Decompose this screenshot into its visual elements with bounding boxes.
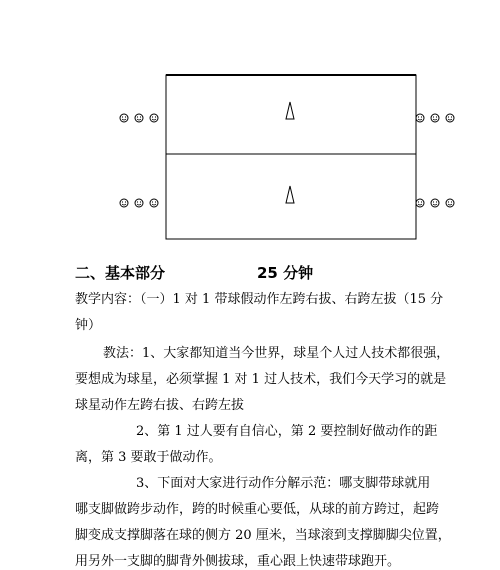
method-line-3: 球星动作左跨右拔、右跨左拔 [75,398,245,413]
player-smiley-icon [120,114,128,122]
player-smiley-icon [150,199,158,207]
content-line-2: 钟） [75,318,102,333]
player-group-right-bottom [416,199,454,207]
cone-icon [286,186,294,203]
player-group-right-top [416,114,454,122]
player-smiley-icon [416,199,424,207]
cone-icon [286,102,294,119]
section-title: 二、基本部分 [75,264,166,282]
player-smiley-icon [431,199,439,207]
player-smiley-icon [150,114,158,122]
player-smiley-icon [120,199,128,207]
player-smiley-icon [431,114,439,122]
player-smiley-icon [446,114,454,122]
step3-line-2: 哪支脚做跨步动作，跨的时候重心要低，从球的前方跨过，起跨 [75,502,440,517]
method-line-2: 要想成为球星，必须掌握 1 对 1 过人技术，我们今天学习的就是 [75,372,447,387]
content-line-1: 教学内容：（一）1 对 1 带球假动作左跨右拔、右跨左拔（15 分 [75,292,444,307]
field-diagram [0,0,500,250]
player-smiley-icon [416,114,424,122]
step2-line-2: 离，第 3 要敢于做动作。 [75,450,222,465]
player-smiley-icon [135,199,143,207]
section-heading [75,262,314,283]
step3-line-1: 3、下面对大家进行动作分解示范：哪支脚带球就用 [136,476,431,491]
method-line-1: 教法：1、大家都知道当今世界，球星个人过人技术都很强， [103,346,450,361]
step2-line-1: 2、第 1 过人要有自信心，第 2 要控制好做动作的距 [136,424,438,439]
step3-line-3: 脚变成支撑脚落在球的侧方 20 厘米，当球滚到支撑脚脚尖位置， [75,528,451,543]
player-smiley-icon [135,114,143,122]
player-group-left-top [120,114,158,122]
step3-line-4: 用另外一支脚的脚背外侧拔球，重心跟上快速带球跑开。 [75,554,401,569]
player-group-left-bottom [120,199,158,207]
player-smiley-icon [446,199,454,207]
section-time: 25 分钟 [257,264,314,282]
field-rect [166,75,416,239]
